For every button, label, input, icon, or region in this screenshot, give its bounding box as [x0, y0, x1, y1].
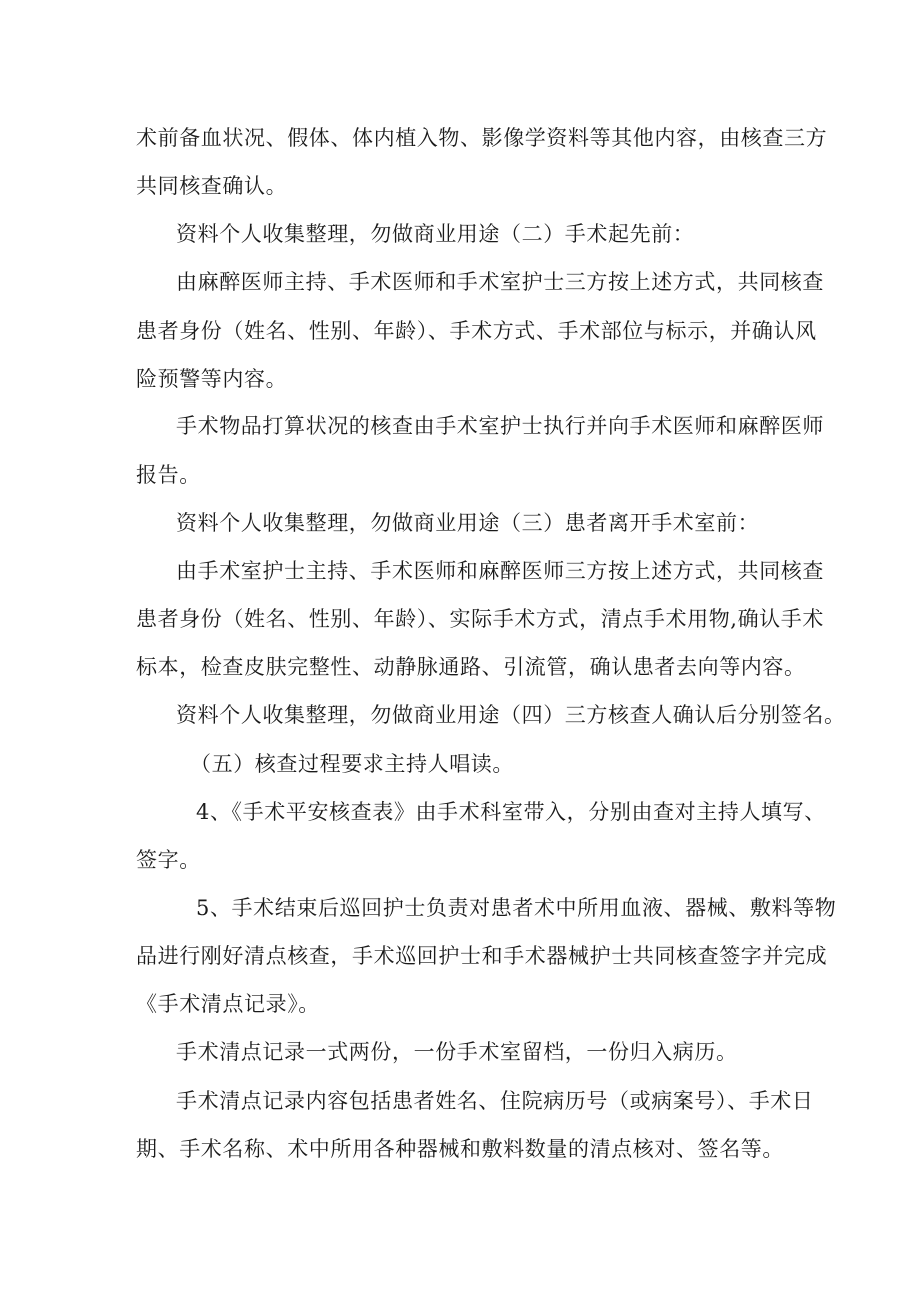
text-line-21: 手术清点记录内容包括患者姓名、住院病历号（或病案号）、手术日: [176, 1089, 814, 1113]
text-line-6: 险预警等内容。: [136, 367, 288, 391]
text-line-2: 共同核查确认。: [136, 174, 288, 198]
text-line-11: 患者身份（姓名、性别、年龄）、实际手术方式，清点手术用物,确认手术: [136, 607, 824, 631]
text-line-20: 手术清点记录一式两份，一份手术室留档，一份归入病历。: [176, 1040, 738, 1064]
text-line-9: 资料个人收集整理，勿做商业用途（三）患者离开手术室前：: [176, 511, 760, 535]
text-line-14: （五）核查过程要求主持人唱读。: [190, 752, 514, 776]
text-line-18: 品进行刚好清点核查，手术巡回护士和手术器械护士共同核查签字并完成: [136, 944, 828, 968]
text-line-12: 标本，检查皮肤完整性、动静脉通路、引流管，确认患者去向等内容。: [136, 655, 806, 679]
text-line-7: 手术物品打算状况的核查由手术室护士执行并向手术医师和麻醉医师: [176, 414, 824, 438]
text-line-4: 由麻醉医师主持、手术医师和手术室护士三方按上述方式，共同核查: [176, 270, 824, 294]
text-line-22: 期、手术名称、术中所用各种器械和敷料数量的清点核对、签名等。: [136, 1137, 784, 1161]
text-line-1: 术前备血状况、假体、体内植入物、影像学资料等其他内容，由核查三方: [136, 126, 828, 150]
text-line-10: 由手术室护士主持、手术医师和麻醉医师三方按上述方式，共同核查: [176, 559, 824, 583]
text-line-13: 资料个人收集整理，勿做商业用途（四）三方核查人确认后分别签名。: [176, 703, 846, 727]
text-line-19: 《手术清点记录》。: [136, 992, 320, 1016]
text-line-16: 签字。: [136, 848, 201, 872]
text-line-5: 患者身份（姓名、性别、年龄）、手术方式、手术部位与标示，并确认风: [136, 319, 817, 343]
text-line-17: 5、手术结束后巡回护士负责对患者术中所用血液、器械、敷料等物: [196, 896, 837, 920]
text-line-8: 报告。: [136, 463, 201, 487]
text-line-3: 资料个人收集整理，勿做商业用途（二）手术起先前：: [176, 222, 695, 246]
text-line-15: 4、《手术平安核查表》由手术科室带入，分别由查对主持人填写、: [196, 800, 826, 824]
